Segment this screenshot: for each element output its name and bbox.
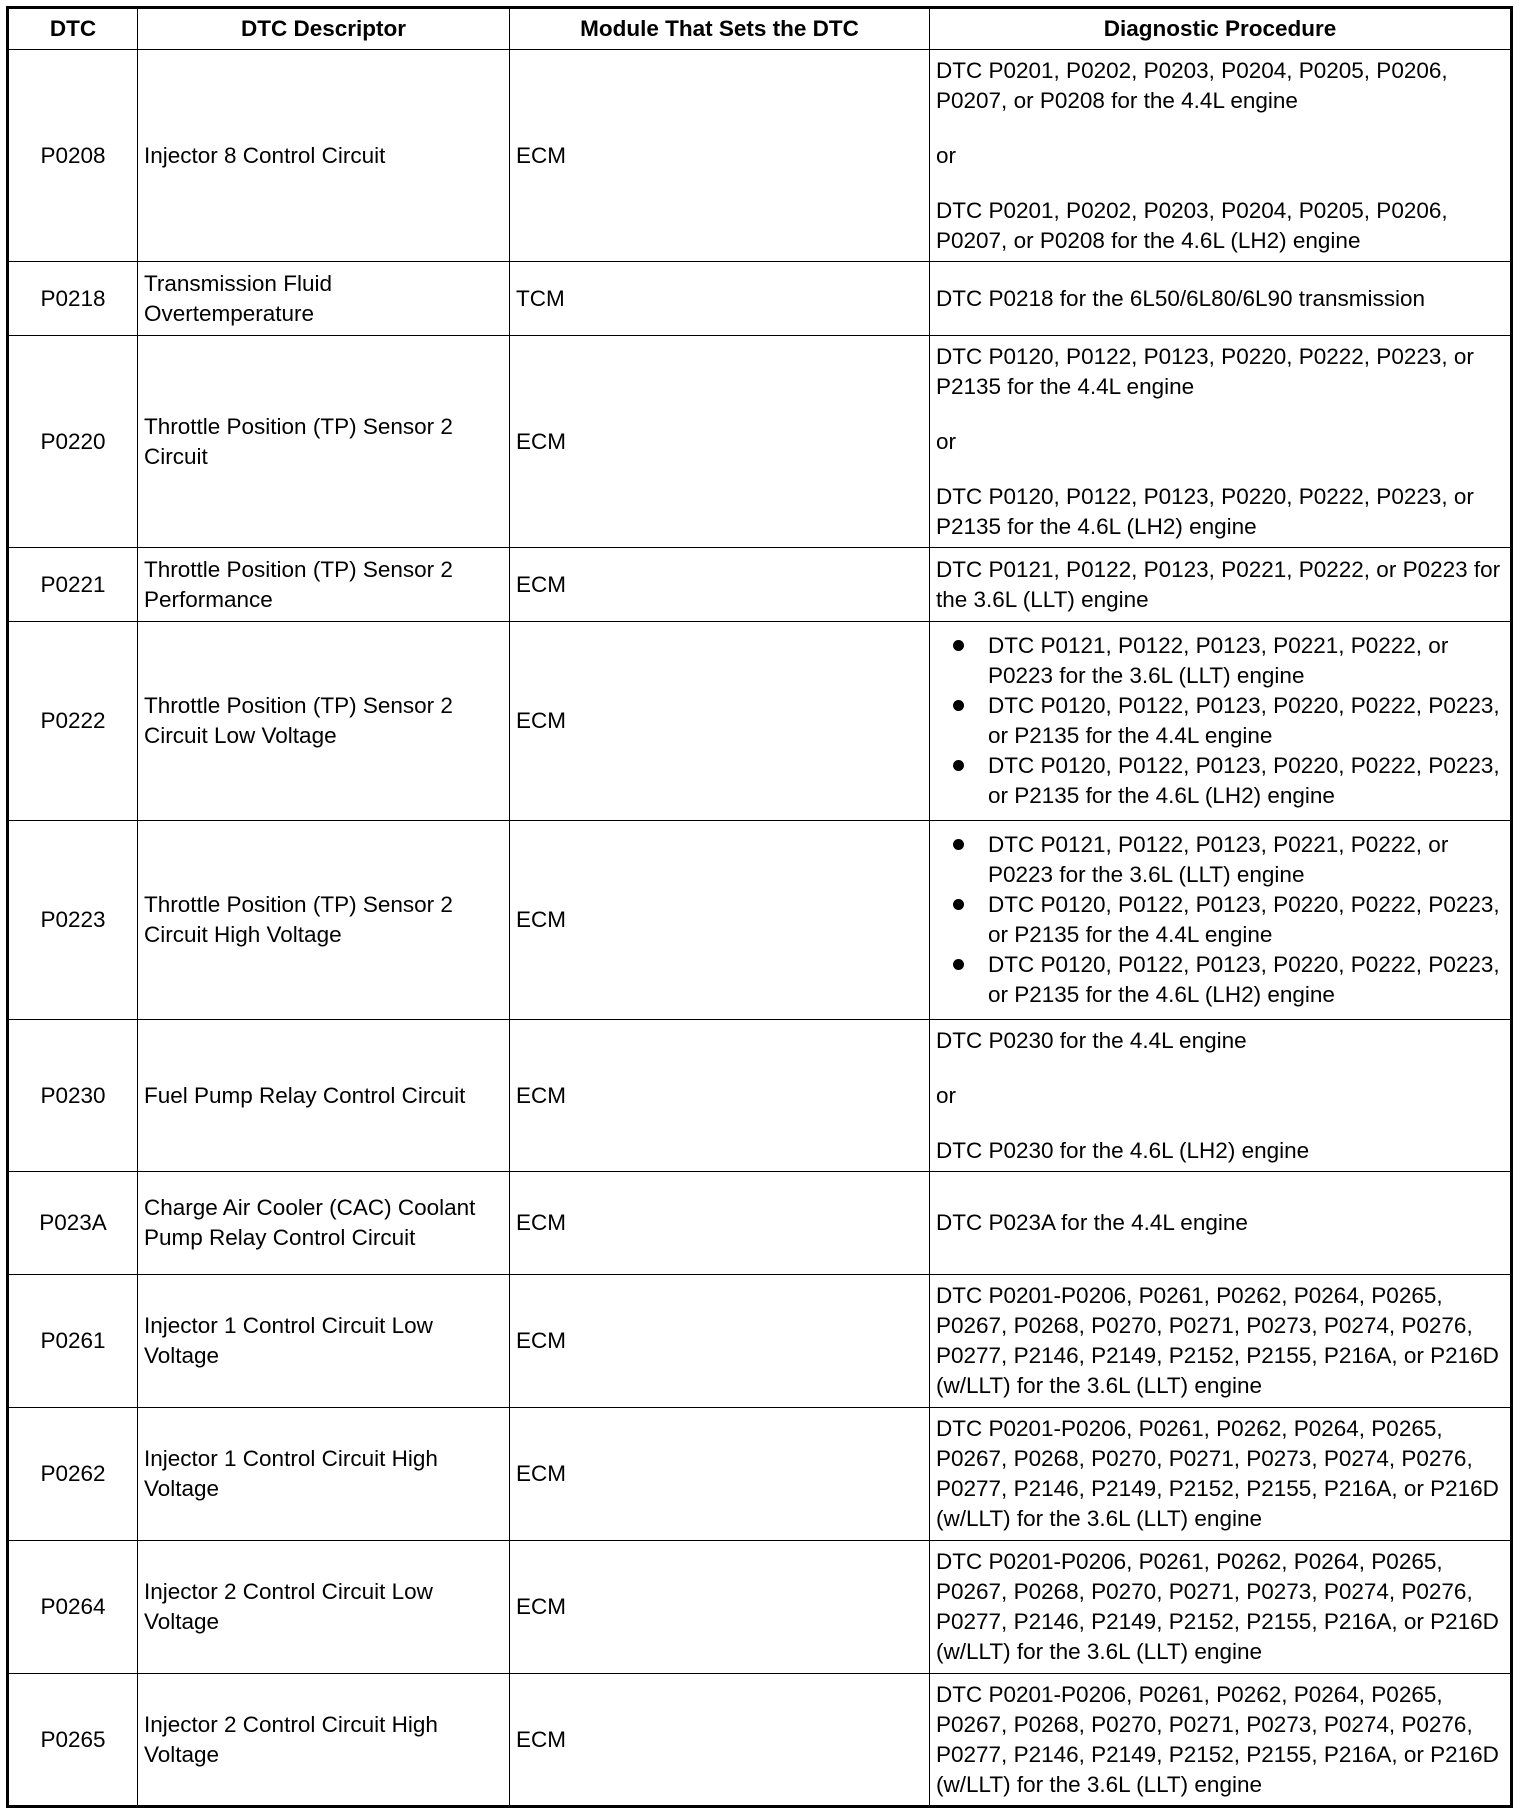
module-cell: ECM: [510, 548, 930, 622]
dtc-descriptor-cell: Transmission Fluid Overtemperature: [138, 262, 510, 336]
procedure-list-item: [948, 691, 1504, 751]
module-cell: ECM: [510, 821, 930, 1020]
procedure-text: DTC P0201-P0206, P0261, P0262, P0264, P0265, P0267, P0268, P0270, P0271, P0273, P0274, P0276, P0277, P2146, P2149, P2152, P2155, P216A, or P216D (w/LLT) for the 3.6L (LLT) engine: [936, 1416, 1499, 1531]
procedure-text: DTC P0201-P0206, P0261, P0262, P0264, P0265, P0267, P0268, P0270, P0271, P0273, P0274, P0276, P0277, P2146, P2149, P2152, P2155, P216A, or P216D (w/LLT) for the 3.6L (LLT) engine: [936, 1681, 1499, 1797]
bullet-icon: [953, 640, 964, 651]
procedure-or-separator: or: [936, 142, 957, 168]
module-cell: ECM: [510, 622, 930, 821]
table-row: [8, 1020, 1512, 1172]
procedure-list-item: [948, 890, 1504, 950]
dtc-code-cell: P0221: [8, 548, 138, 622]
dtc-descriptor-cell: Injector 1 Control Circuit Low Voltage: [138, 1275, 510, 1408]
procedure-text: DTC P0230 for the 4.4L engine: [936, 1027, 1247, 1053]
dtc-descriptor-cell: Fuel Pump Relay Control Circuit: [138, 1020, 510, 1172]
diagnostic-procedure-cell: [930, 336, 1512, 548]
dtc-code-cell: P0230: [8, 1020, 138, 1172]
procedure-text: DTC P0218 for the 6L50/6L80/6L90 transmission: [936, 285, 1426, 311]
diagnostic-procedure-cell: [930, 1541, 1512, 1674]
procedure-list-item: [948, 631, 1504, 691]
procedure-text: DTC P0201-P0206, P0261, P0262, P0264, P0265, P0267, P0268, P0270, P0271, P0273, P0274, P0276, P0277, P2146, P2149, P2152, P2155, P216A, or P216D (w/LLT) for the 3.6L (LLT) engine: [936, 1549, 1499, 1664]
table-row: [8, 336, 1512, 548]
table-row: [8, 622, 1512, 821]
procedure-item-text: DTC P0121, P0122, P0123, P0221, P0222, or P0223 for the 3.6L (LLT) engine: [988, 633, 1449, 688]
bullet-icon: [953, 760, 964, 771]
procedure-item-text: DTC P0120, P0122, P0123, P0220, P0222, P0223, or P2135 for the 4.4L engine: [988, 693, 1500, 748]
procedure-item-text: DTC P0121, P0122, P0123, P0221, P0222, or P0223 for the 3.6L (LLT) engine: [988, 832, 1449, 887]
dtc-code-cell: P0265: [8, 1674, 138, 1807]
diagnostic-procedure-cell: [930, 1020, 1512, 1172]
procedure-list-item: [948, 830, 1504, 890]
procedure-text: DTC P0120, P0122, P0123, P0220, P0222, P0223, or P2135 for the 4.6L (LH2) engine: [936, 483, 1474, 539]
dtc-descriptor-cell: Injector 2 Control Circuit Low Voltage: [138, 1541, 510, 1674]
procedure-bullet-list: [936, 830, 1504, 1010]
dtc-code-cell: P0264: [8, 1541, 138, 1674]
dtc-code-cell: P0261: [8, 1275, 138, 1408]
module-cell: ECM: [510, 1020, 930, 1172]
table-row: [8, 1275, 1512, 1408]
procedure-text: DTC P0120, P0122, P0123, P0220, P0222, P0223, or P2135 for the 4.4L engine: [936, 343, 1474, 399]
procedure-text: DTC P0121, P0122, P0123, P0221, P0222, or P0223 for the 3.6L (LLT) engine: [936, 556, 1501, 612]
diagnostic-procedure-cell: [930, 1408, 1512, 1541]
table-row: [8, 1674, 1512, 1807]
table-row: [8, 262, 1512, 336]
dtc-descriptor-cell: Injector 1 Control Circuit High Voltage: [138, 1408, 510, 1541]
dtc-code-cell: P0208: [8, 50, 138, 262]
procedure-item-text: DTC P0120, P0122, P0123, P0220, P0222, P0223, or P2135 for the 4.4L engine: [988, 892, 1500, 947]
table-row: [8, 1172, 1512, 1275]
dtc-code-cell: P0222: [8, 622, 138, 821]
module-cell: ECM: [510, 336, 930, 548]
diagnostic-procedure-cell: [930, 622, 1512, 821]
bullet-icon: [953, 899, 964, 910]
dtc-code-cell: P023A: [8, 1172, 138, 1275]
procedure-bullet-list: [936, 631, 1504, 811]
dtc-descriptor-cell: Charge Air Cooler (CAC) Coolant Pump Relay Control Circuit: [138, 1172, 510, 1275]
dtc-code-cell: P0223: [8, 821, 138, 1020]
dtc-descriptor-cell: Throttle Position (TP) Sensor 2 Performance: [138, 548, 510, 622]
module-cell: ECM: [510, 1275, 930, 1408]
dtc-table: [6, 6, 1513, 1808]
procedure-text: DTC P023A for the 4.4L engine: [936, 1210, 1248, 1235]
table-row: [8, 50, 1512, 262]
bullet-icon: [953, 959, 964, 970]
header-module: Module That Sets the DTC: [510, 8, 930, 50]
table-row: [8, 1541, 1512, 1674]
diagnostic-procedure-cell: [930, 548, 1512, 622]
module-cell: ECM: [510, 1408, 930, 1541]
procedure-or-separator: or: [936, 1082, 957, 1108]
dtc-descriptor-cell: Throttle Position (TP) Sensor 2 Circuit: [138, 336, 510, 548]
diagnostic-procedure-cell: [930, 262, 1512, 336]
header-dtc-descriptor: DTC Descriptor: [138, 8, 510, 50]
bullet-icon: [953, 700, 964, 711]
procedure-or-separator: or: [936, 428, 957, 454]
module-cell: TCM: [510, 262, 930, 336]
procedure-text: DTC P0201-P0206, P0261, P0262, P0264, P0265, P0267, P0268, P0270, P0271, P0273, P0274, P0276, P0277, P2146, P2149, P2152, P2155, P216A, or P216D (w/LLT) for the 3.6L (LLT) engine: [936, 1283, 1499, 1398]
procedure-list-item: [948, 751, 1504, 811]
procedure-text: DTC P0230 for the 4.6L (LH2) engine: [936, 1137, 1310, 1163]
table-body: [8, 50, 1512, 1807]
dtc-descriptor-cell: Throttle Position (TP) Sensor 2 Circuit High Voltage: [138, 821, 510, 1020]
dtc-code-cell: P0262: [8, 1408, 138, 1541]
header-diagnostic-procedure: Diagnostic Procedure: [930, 8, 1512, 50]
diagnostic-procedure-cell: [930, 1674, 1512, 1807]
table-header: [8, 8, 1512, 50]
procedure-item-text: DTC P0120, P0122, P0123, P0220, P0222, P0223, or P2135 for the 4.6L (LH2) engine: [988, 753, 1500, 808]
dtc-code-cell: P0218: [8, 262, 138, 336]
diagnostic-procedure-cell: [930, 821, 1512, 1020]
procedure-text: DTC P0201, P0202, P0203, P0204, P0205, P0206, P0207, or P0208 for the 4.6L (LH2) engine: [936, 197, 1448, 253]
dtc-descriptor-cell: Injector 8 Control Circuit: [138, 50, 510, 262]
table-row: [8, 821, 1512, 1020]
procedure-item-text: DTC P0120, P0122, P0123, P0220, P0222, P0223, or P2135 for the 4.6L (LH2) engine: [988, 952, 1500, 1007]
diagnostic-procedure-cell: [930, 50, 1512, 262]
module-cell: ECM: [510, 1172, 930, 1275]
procedure-list-item: [948, 950, 1504, 1010]
dtc-descriptor-cell: Injector 2 Control Circuit High Voltage: [138, 1674, 510, 1807]
bullet-icon: [953, 839, 964, 850]
header-row: [8, 8, 1512, 50]
header-dtc: DTC: [8, 8, 138, 50]
dtc-descriptor-cell: Throttle Position (TP) Sensor 2 Circuit Low Voltage: [138, 622, 510, 821]
diagnostic-procedure-cell: [930, 1275, 1512, 1408]
diagnostic-procedure-cell: [930, 1172, 1512, 1275]
table-row: [8, 548, 1512, 622]
table-row: [8, 1408, 1512, 1541]
module-cell: ECM: [510, 50, 930, 262]
module-cell: ECM: [510, 1674, 930, 1807]
procedure-text: DTC P0201, P0202, P0203, P0204, P0205, P0206, P0207, or P0208 for the 4.4L engine: [936, 57, 1448, 113]
module-cell: ECM: [510, 1541, 930, 1674]
dtc-code-cell: P0220: [8, 336, 138, 548]
